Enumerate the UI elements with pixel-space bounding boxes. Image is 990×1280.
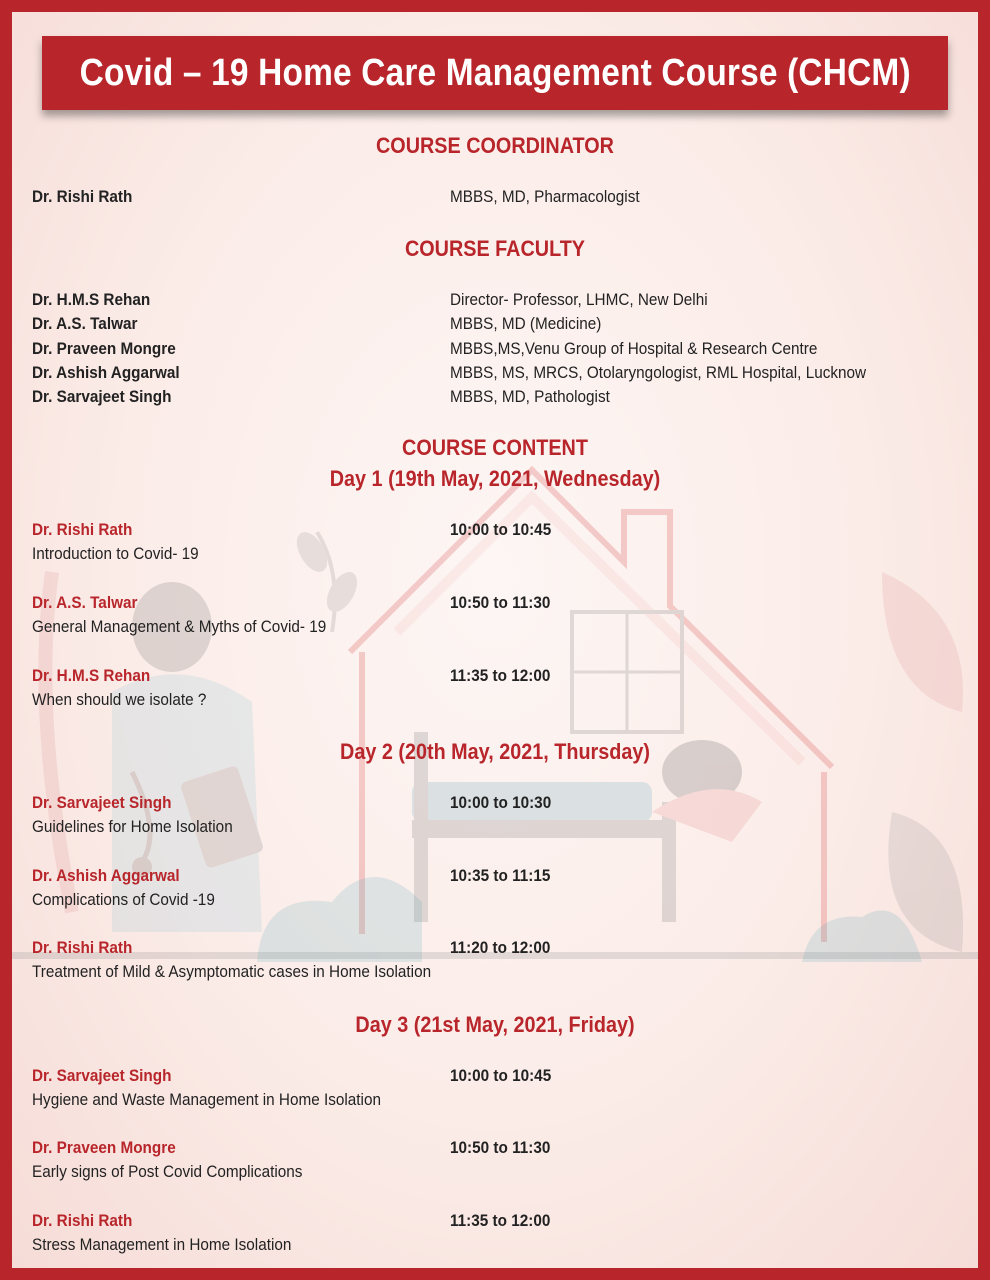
session-speaker: Dr. Praveen Mongre bbox=[32, 1138, 176, 1157]
faculty-row bbox=[32, 337, 962, 361]
faculty-qualification: MBBS, MD (Medicine) bbox=[450, 314, 602, 333]
day-heading: Day 1 (19th May, 2021, Wednesday) bbox=[329, 466, 661, 491]
session-speaker: Dr. Rishi Rath bbox=[32, 1211, 133, 1230]
session-item bbox=[32, 591, 962, 641]
faculty-name: Dr. Sarvajeet Singh bbox=[32, 387, 172, 406]
coordinator-heading: COURSE COORDINATOR bbox=[376, 133, 614, 158]
session-time: 10:00 to 10:45 bbox=[450, 520, 552, 539]
session-time: 10:50 to 11:30 bbox=[450, 593, 551, 612]
coordinator-name: Dr. Rishi Rath bbox=[32, 187, 133, 206]
faculty-heading: COURSE FACULTY bbox=[404, 236, 586, 261]
faculty-qualification: Director- Professor, LHMC, New Delhi bbox=[450, 290, 708, 309]
session-speaker: Dr. Rishi Rath bbox=[32, 938, 133, 957]
faculty-qualification: MBBS,MS,Venu Group of Hospital & Research Centre bbox=[450, 339, 818, 358]
faculty-row bbox=[32, 361, 962, 385]
session-item bbox=[32, 1064, 962, 1114]
session-topic: Stress Management in Home Isolation bbox=[32, 1235, 292, 1254]
session-speaker: Dr. H.M.S Rehan bbox=[32, 666, 151, 685]
page-title: Covid – 19 Home Care Management Course (CHCM) bbox=[79, 51, 911, 94]
content-heading: COURSE CONTENT bbox=[402, 435, 588, 460]
session-topic: Early signs of Post Covid Complications bbox=[32, 1162, 303, 1181]
session-item bbox=[32, 864, 962, 914]
session-item bbox=[32, 664, 962, 714]
faculty-name: Dr. Praveen Mongre bbox=[32, 339, 176, 358]
day-heading: Day 2 (20th May, 2021, Thursday) bbox=[340, 739, 650, 764]
session-topic: Guidelines for Home Isolation bbox=[32, 817, 233, 836]
day-heading: Day 3 (21st May, 2021, Friday) bbox=[355, 1012, 635, 1037]
coordinator-row bbox=[32, 185, 962, 209]
faculty-row bbox=[32, 312, 962, 336]
coordinator-qualification: MBBS, MD, Pharmacologist bbox=[450, 187, 640, 206]
session-topic: Hygiene and Waste Management in Home Isolation bbox=[32, 1090, 381, 1109]
session-item bbox=[32, 1136, 962, 1186]
faculty-name: Dr. A.S. Talwar bbox=[32, 314, 138, 333]
session-time: 10:00 to 10:30 bbox=[450, 793, 552, 812]
session-speaker: Dr. Sarvajeet Singh bbox=[32, 793, 172, 812]
session-time: 11:35 to 12:00 bbox=[450, 666, 551, 685]
faculty-name: Dr. H.M.S Rehan bbox=[32, 290, 151, 309]
session-speaker: Dr. Ashish Aggarwal bbox=[32, 866, 180, 885]
session-speaker: Dr. Rishi Rath bbox=[32, 520, 133, 539]
session-speaker: Dr. Sarvajeet Singh bbox=[32, 1066, 172, 1085]
session-topic: Complications of Covid -19 bbox=[32, 890, 215, 909]
session-topic: When should we isolate ? bbox=[32, 690, 207, 709]
session-topic: Introduction to Covid- 19 bbox=[32, 544, 199, 563]
session-item bbox=[32, 1209, 962, 1259]
session-time: 10:50 to 11:30 bbox=[450, 1138, 551, 1157]
title-banner bbox=[42, 36, 948, 110]
faculty-row bbox=[32, 385, 962, 409]
faculty-qualification: MBBS, MS, MRCS, Otolaryngologist, RML Hospital, Lucknow bbox=[450, 363, 867, 382]
session-item bbox=[32, 518, 962, 568]
faculty-name: Dr. Ashish Aggarwal bbox=[32, 363, 180, 382]
session-item bbox=[32, 936, 962, 986]
session-time: 10:00 to 10:45 bbox=[450, 1066, 552, 1085]
session-time: 10:35 to 11:15 bbox=[450, 866, 551, 885]
session-time: 11:20 to 12:00 bbox=[450, 938, 551, 957]
faculty-row bbox=[32, 288, 962, 312]
session-topic: General Management & Myths of Covid- 19 bbox=[32, 617, 327, 636]
session-topic: Treatment of Mild & Asymptomatic cases in Home Isolation bbox=[32, 962, 432, 981]
faculty-qualification: MBBS, MD, Pathologist bbox=[450, 387, 610, 406]
session-item bbox=[32, 791, 962, 841]
session-time: 11:35 to 12:00 bbox=[450, 1211, 551, 1230]
session-speaker: Dr. A.S. Talwar bbox=[32, 593, 138, 612]
